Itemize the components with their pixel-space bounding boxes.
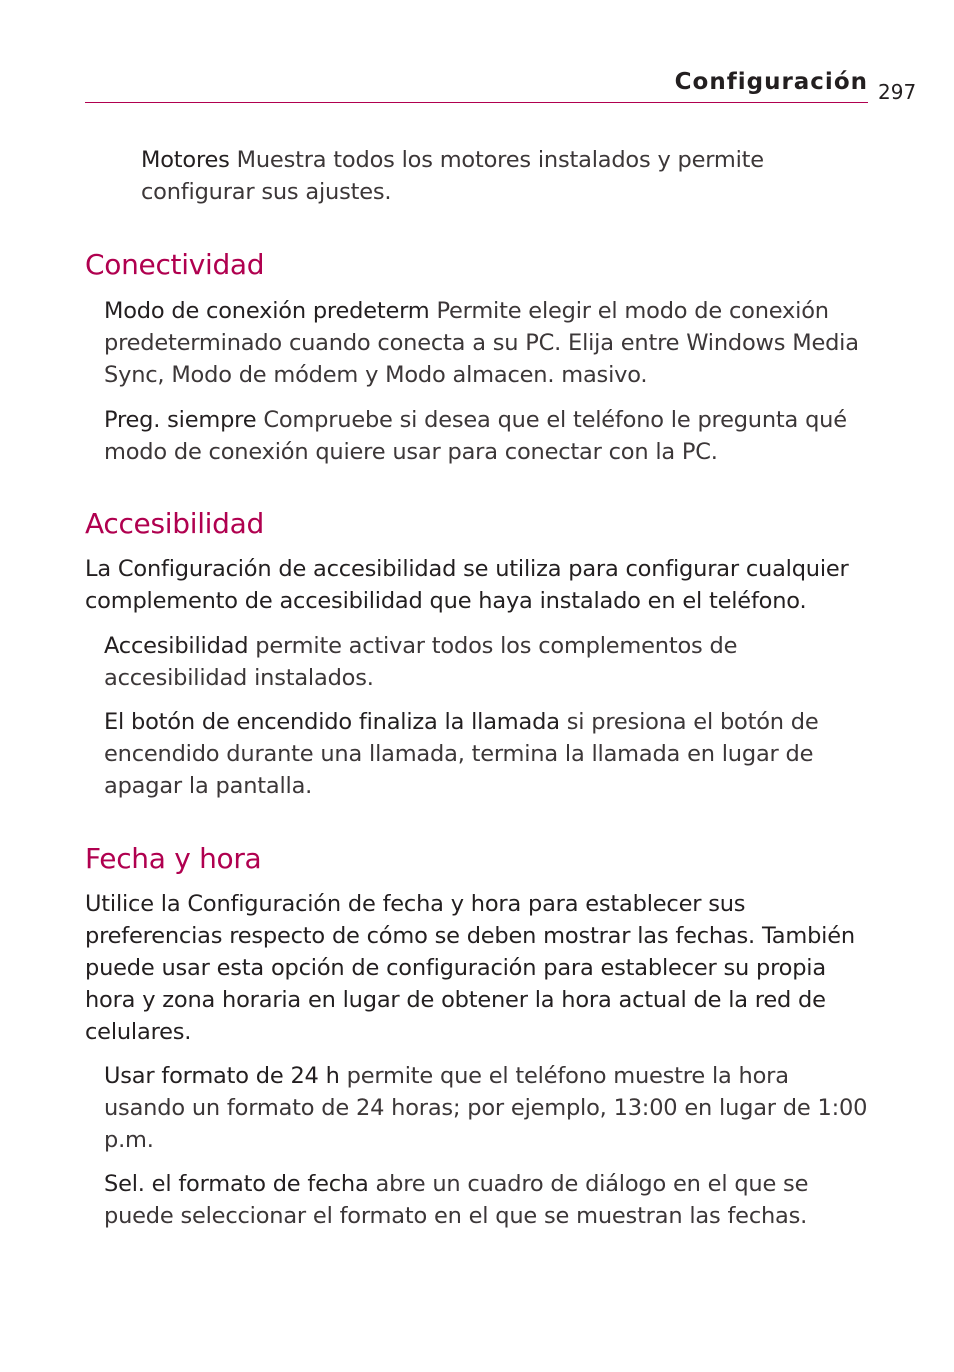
item-term: Motores xyxy=(141,147,230,173)
item-description: Muestra todos los motores instalados y permite configurar sus ajustes. xyxy=(141,147,764,205)
item-description: Compruebe si desea que el teléfono le pregunta qué modo de conexión quiere usar para conectar con la PC. xyxy=(104,407,847,465)
section-heading-fecha-hora: Fecha y hora xyxy=(85,842,262,875)
running-header-title: Configuración xyxy=(674,69,868,95)
item-description: permite que el teléfono muestre la hora usando un formato de 24 horas; por ejemplo, 13:00 en lugar de 1:00 p.m. xyxy=(104,1063,868,1153)
section-heading-accesibilidad: Accesibilidad xyxy=(85,507,264,540)
section-paragraph-fecha-hora: Utilice la Configuración de fecha y hora para establecer sus preferencias respecto de cómo se deben mostrar las fechas. También puede usar esta opción de configuración para establecer su propia hora y zona horaria en lugar de obtener la hora actual de la red de celulares. xyxy=(85,891,855,1045)
setting-item-formato-24h xyxy=(104,1060,874,1156)
section-heading-conectividad: Conectividad xyxy=(85,248,265,281)
setting-item-accesibilidad xyxy=(104,630,874,694)
intro-item-motores xyxy=(141,144,861,208)
section-paragraph-accesibilidad: La Configuración de accesibilidad se utiliza para configurar cualquier complemento de accesibilidad que haya instalado en el teléfono. xyxy=(85,556,849,614)
header-divider xyxy=(85,102,868,103)
setting-item-modo-conexion xyxy=(104,295,874,391)
item-term: Accesibilidad xyxy=(104,633,249,659)
setting-item-formato-fecha xyxy=(104,1168,874,1232)
item-term: Sel. el formato de fecha xyxy=(104,1171,369,1197)
item-description: abre un cuadro de diálogo en el que se puede seleccionar el formato en el que se muestran las fechas. xyxy=(104,1171,809,1229)
item-term: Usar formato de 24 h xyxy=(104,1063,340,1089)
item-description: si presiona el botón de encendido durante una llamada, termina la llamada en lugar de apagar la pantalla. xyxy=(104,709,819,799)
item-description: permite activar todos los complementos de accesibilidad instalados. xyxy=(104,633,738,691)
item-term: Preg. siempre xyxy=(104,407,257,433)
page-number: 297 xyxy=(878,80,917,104)
setting-item-boton-encendido xyxy=(104,706,874,802)
setting-item-preg-siempre xyxy=(104,404,874,468)
item-description: Permite elegir el modo de conexión predeterminado cuando conecta a su PC. Elija entre Windows Media Sync, Modo de módem y Modo almacen. masivo. xyxy=(104,298,859,388)
item-term: Modo de conexión predeterm xyxy=(104,298,430,324)
item-term: El botón de encendido finaliza la llamada xyxy=(104,709,560,735)
